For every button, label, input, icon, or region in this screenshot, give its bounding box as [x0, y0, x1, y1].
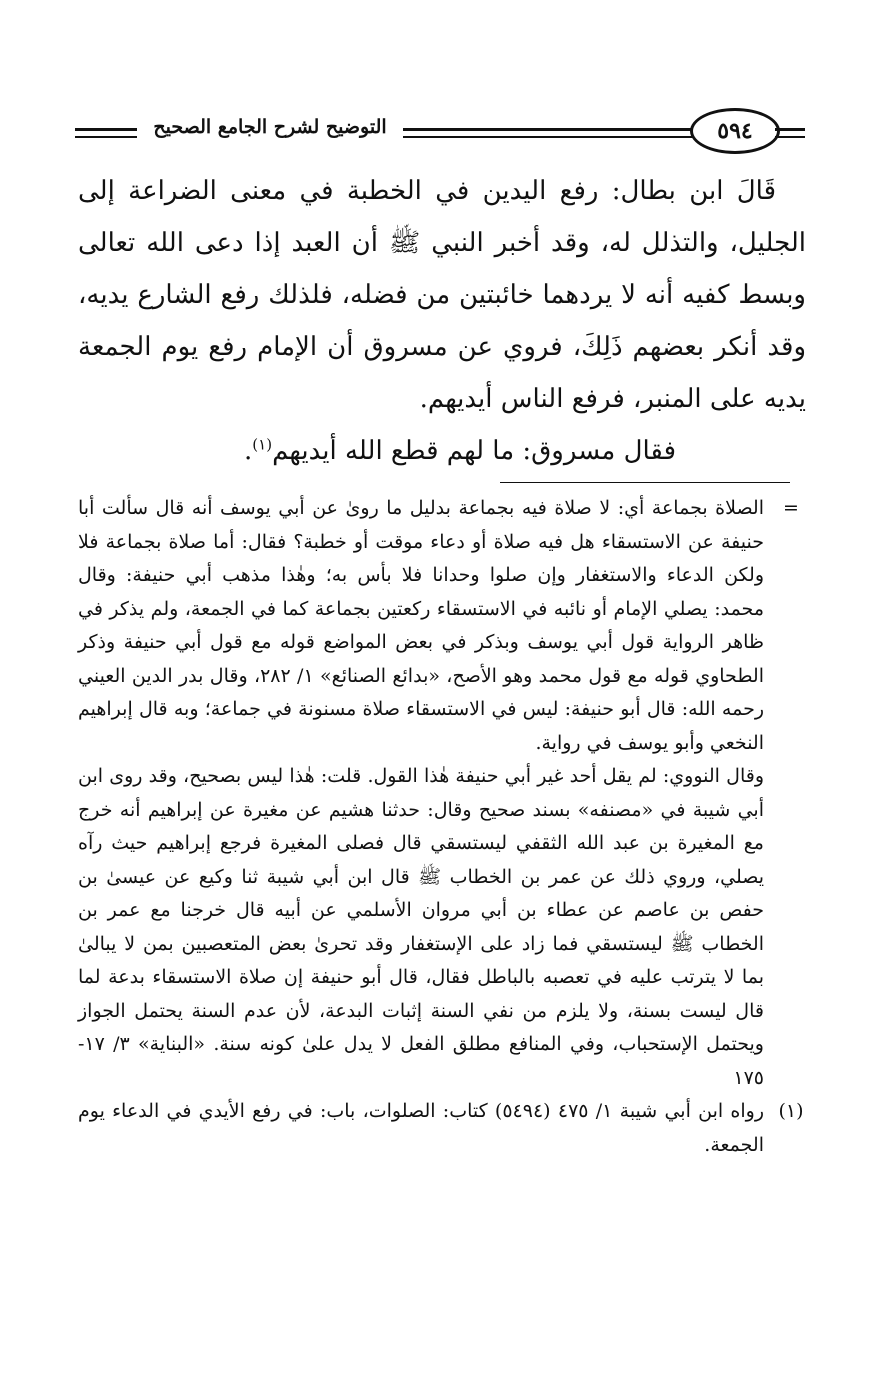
main-text — [78, 165, 806, 477]
footnote-paragraph: الصلاة بجماعة أي: لا صلاة فيه بجماعة بدليل ما رویٰ عن أبي يوسف أنه قال سألت أبا حنيفة عن الاستسقاء هل فيه صلاة أو دعاء موقت أو خطبة؟ فقال: أما صلاة بجماعة فلا ولكن الدعاء والاستغفار وإن صلوا وحدانا فلا بأس به؛ وهٰذا مذهب أبي حنيفة: وقال محمد: يصلي الإمام أو نائبه في الاستسقاء ركعتين بجماعة كما في الجمعة، ولم يذكر في ظاهر الرواية قول أبي يوسف وبذكر في بعض المواضع قوله مع قول أبي حنيفة وذكر الطحاوي قوله مع قول محمد وهو الأصح، «بدائع الصنائع» ١/ ٢٨٢، وقال بدر الدين العيني رحمه الله: قال أبو حنيفة: ليس في الاستسقاء صلاة مسنونة في جماعة؛ وبه قال إبراهيم النخعي وأبو يوسف في رواية. — [78, 497, 764, 754]
footnotes — [78, 492, 806, 1162]
quote-text: فقال مسروق: ما لهم قطع الله أيديهم — [272, 436, 676, 466]
footnote-continuation — [78, 492, 806, 1095]
footnote-paragraph: وقال النووي: لم يقل أحد غير أبي حنيفة هٰذا القول. قلت: هٰذا ليس بصحيح، وقد روى ابن أبي شيبة في «مصنفه» بسند صحيح وقال: حدثنا هشيم عن مغيرة عن إبراهيم أنه خرج مع المغيرة بن عبد الله الثقفي ليستسقي قال فصلى المغيرة فرجع إبراهيم حيث رآه يصلي، وروي ذلك عن عمر بن الخطاب ﷺ قال ابن أبي شيبة ثنا وكيع عن عيسىٰ بن حفص بن عاصم عن عطاء بن أبي مروان الأسلمي عن أبيه قال خرجنا مع عمر بن الخطاب ﷺ ليستسقي فما زاد على الإستغفار وقد تحرىٰ بعض المتعصبين بمن لا يبالىٰ بما لا يترتب عليه في تعصبه بالباطل فقال، قال أبو حنيفة إن صلاة الاستسقاء بدعة لما قال ليست بسنة، ولا يلزم من نفي السنة إثبات البدعة، لأن عدم السنة يحتمل الجواز ويحتمل الإستحباب، وفي المنافع مطلق الفعل لا يدل علىٰ كونه سنة. «البناية» ٣/ ١٧- ١٧٥ — [78, 765, 764, 1089]
main-paragraph: قَالَ ابن بطال: رفع اليدين في الخطبة في معنى الضراعة إلى الجليل، والتذلل له، وقد أخبر النبي ﷺ أن العبد إذا دعى الله تعالى وبسط كفيه أنه لا يردهما خائبتين من فضله، فلذلك رفع الشارع يديه، وقد أنكر بعضهم ذَلِكَ، فروي عن مسروق أن الإمام رفع يوم الجمعة يديه على المنبر، فرفع الناس أيديهم. — [78, 176, 806, 414]
footnote-1 — [78, 1095, 806, 1162]
header-rule-left — [75, 128, 137, 138]
footnote-separator — [500, 482, 790, 483]
footnote-reference: (١) — [252, 435, 273, 454]
main-paragraph-quote — [78, 425, 806, 477]
quote-end: . — [244, 436, 253, 466]
page-header — [75, 108, 805, 158]
header-rule-middle — [403, 128, 693, 138]
footnote-1-text: رواه ابن أبي شيبة ١/ ٤٧٥ (٥٤٩٤) كتاب: الصلوات، باب: في رفع الأيدي في الدعاء يوم الجمعة. — [78, 1100, 765, 1156]
running-title: التوضيح لشرح الجامع الصحيح — [153, 116, 387, 138]
continuation-marker: = — [783, 497, 799, 519]
footnote-1-marker: (١) — [778, 1100, 804, 1122]
header-rule-right — [775, 128, 805, 138]
page-number: ٥٩٤ — [690, 108, 780, 154]
